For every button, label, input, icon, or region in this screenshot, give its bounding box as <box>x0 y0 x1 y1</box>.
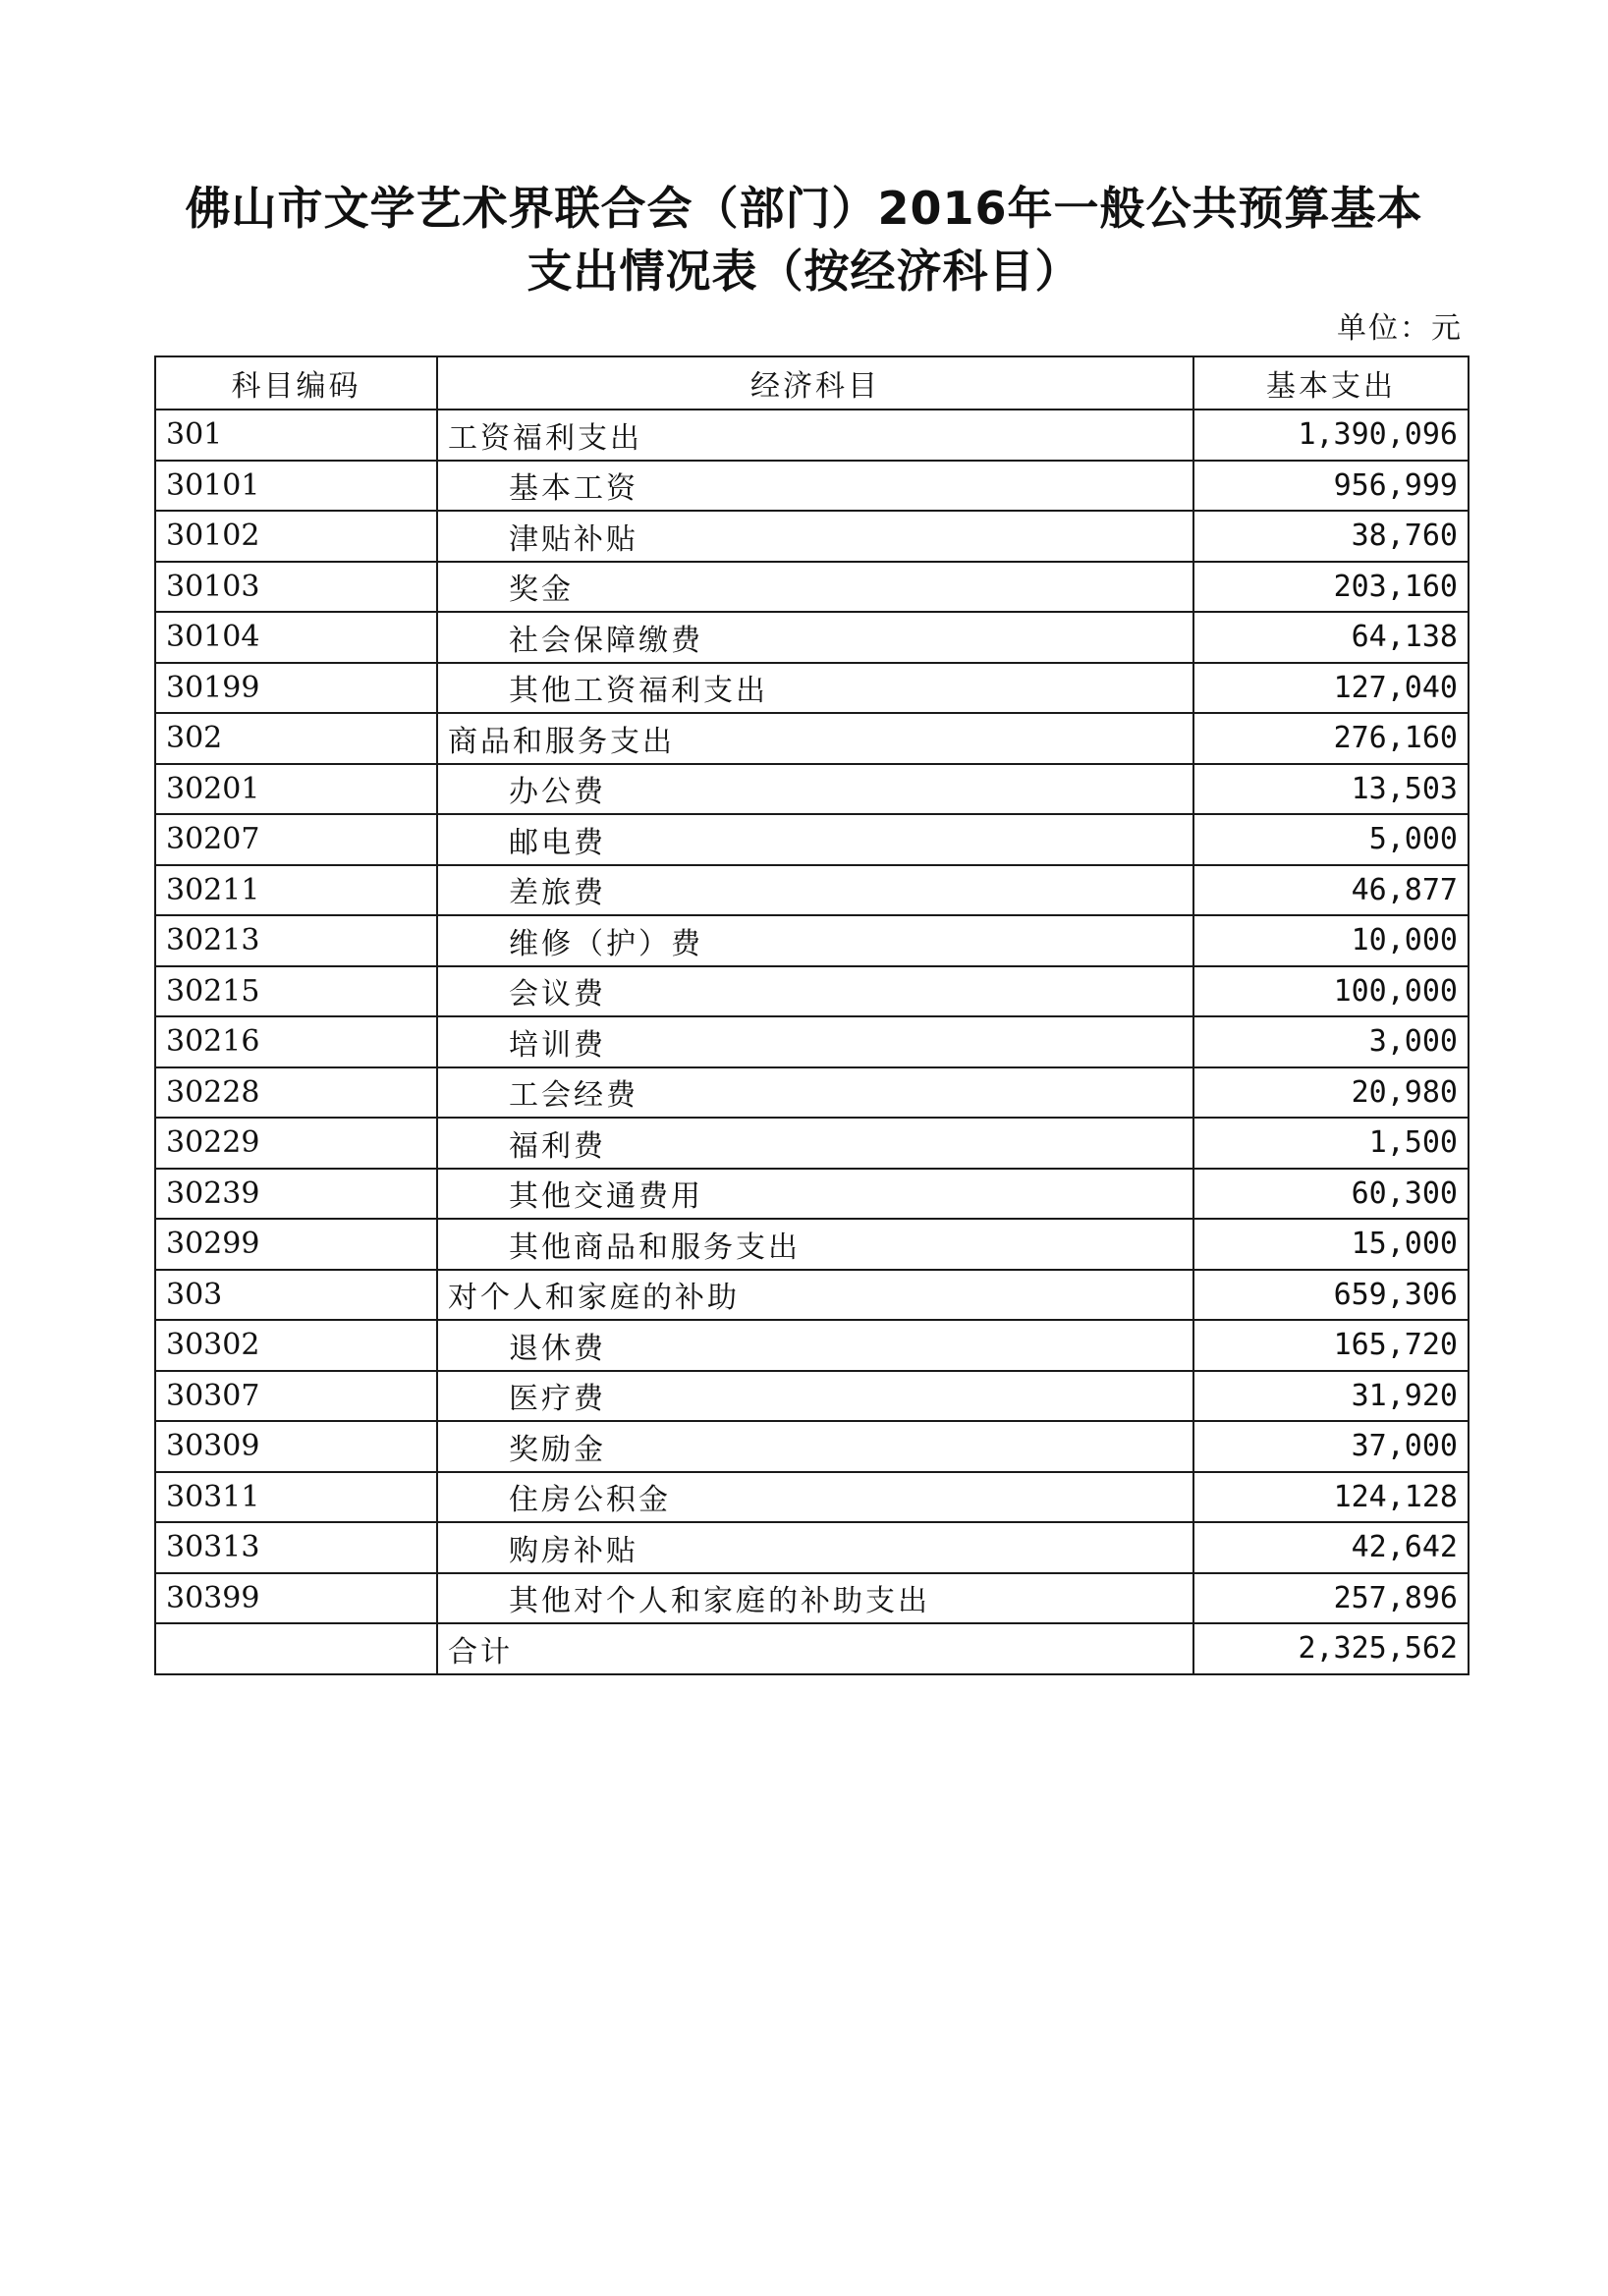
row-amount: 15,000 <box>1193 1219 1469 1270</box>
row-amount: 37,000 <box>1193 1421 1469 1472</box>
table-row <box>155 1371 1469 1422</box>
row-name: 津贴补贴 <box>437 511 1193 562</box>
row-amount: 10,000 <box>1193 915 1469 966</box>
table-row <box>155 1270 1469 1321</box>
table-row <box>155 1522 1469 1573</box>
row-code: 30216 <box>155 1016 437 1067</box>
page-title-line-1: 佛山市文学艺术界联合会（部门）2016年一般公共预算基本 <box>185 182 1423 235</box>
row-name: 差旅费 <box>437 865 1193 916</box>
table-header-row <box>155 356 1469 410</box>
row-amount: 659,306 <box>1193 1270 1469 1321</box>
table-body <box>155 410 1469 1623</box>
budget-table <box>154 355 1469 1675</box>
table-row <box>155 1421 1469 1472</box>
row-name: 福利费 <box>437 1118 1193 1169</box>
row-code: 30307 <box>155 1371 437 1422</box>
row-code: 302 <box>155 713 437 764</box>
row-code: 30211 <box>155 865 437 916</box>
row-code: 30228 <box>155 1067 437 1119</box>
row-amount: 64,138 <box>1193 612 1469 663</box>
table-row <box>155 410 1469 461</box>
row-code: 30313 <box>155 1522 437 1573</box>
table-row <box>155 915 1469 966</box>
row-amount: 3,000 <box>1193 1016 1469 1067</box>
row-amount: 31,920 <box>1193 1371 1469 1422</box>
row-amount: 127,040 <box>1193 663 1469 714</box>
row-code: 30399 <box>155 1573 437 1624</box>
row-amount: 124,128 <box>1193 1472 1469 1523</box>
page-title-line-2: 支出情况表（按经济科目） <box>527 245 1081 298</box>
row-amount: 5,000 <box>1193 814 1469 865</box>
row-code: 301 <box>155 410 437 461</box>
row-name: 其他工资福利支出 <box>437 663 1193 714</box>
table-row <box>155 511 1469 562</box>
table-row <box>155 814 1469 865</box>
row-code: 303 <box>155 1270 437 1321</box>
row-amount: 46,877 <box>1193 865 1469 916</box>
row-name: 退休费 <box>437 1320 1193 1371</box>
row-name: 维修（护）费 <box>437 915 1193 966</box>
row-name: 会议费 <box>437 966 1193 1017</box>
table-row <box>155 1016 1469 1067</box>
row-name: 社会保障缴费 <box>437 612 1193 663</box>
table-row <box>155 713 1469 764</box>
row-amount: 257,896 <box>1193 1573 1469 1624</box>
row-name: 医疗费 <box>437 1371 1193 1422</box>
row-amount: 1,500 <box>1193 1118 1469 1169</box>
row-code: 30103 <box>155 562 437 613</box>
row-name: 其他对个人和家庭的补助支出 <box>437 1573 1193 1624</box>
table-row <box>155 1118 1469 1169</box>
header-name: 经济科目 <box>437 356 1193 410</box>
row-code: 30239 <box>155 1169 437 1220</box>
table-row <box>155 966 1469 1017</box>
total-label: 合计 <box>437 1623 1193 1674</box>
row-name: 其他商品和服务支出 <box>437 1219 1193 1270</box>
row-code: 30102 <box>155 511 437 562</box>
row-name: 商品和服务支出 <box>437 713 1193 764</box>
header-code: 科目编码 <box>155 356 437 410</box>
row-name: 住房公积金 <box>437 1472 1193 1523</box>
row-code: 30311 <box>155 1472 437 1523</box>
table-row <box>155 1472 1469 1523</box>
row-name: 培训费 <box>437 1016 1193 1067</box>
total-code <box>155 1623 437 1674</box>
row-code: 30199 <box>155 663 437 714</box>
row-name: 其他交通费用 <box>437 1169 1193 1220</box>
row-code: 30229 <box>155 1118 437 1169</box>
header-amount: 基本支出 <box>1193 356 1469 410</box>
row-code: 30299 <box>155 1219 437 1270</box>
row-name: 邮电费 <box>437 814 1193 865</box>
row-amount: 956,999 <box>1193 461 1469 512</box>
row-amount: 165,720 <box>1193 1320 1469 1371</box>
row-name: 办公费 <box>437 764 1193 815</box>
table-row <box>155 461 1469 512</box>
row-name: 奖励金 <box>437 1421 1193 1472</box>
row-amount: 38,760 <box>1193 511 1469 562</box>
table-row <box>155 562 1469 613</box>
row-code: 30215 <box>155 966 437 1017</box>
row-amount: 276,160 <box>1193 713 1469 764</box>
table-row <box>155 764 1469 815</box>
row-name: 对个人和家庭的补助 <box>437 1270 1193 1321</box>
row-amount: 20,980 <box>1193 1067 1469 1119</box>
table-row <box>155 663 1469 714</box>
table-row <box>155 1219 1469 1270</box>
table-row <box>155 1320 1469 1371</box>
total-amount: 2,325,562 <box>1193 1623 1469 1674</box>
row-name: 工资福利支出 <box>437 410 1193 461</box>
table-row <box>155 865 1469 916</box>
row-amount: 1,390,096 <box>1193 410 1469 461</box>
row-code: 30309 <box>155 1421 437 1472</box>
row-code: 30104 <box>155 612 437 663</box>
row-amount: 60,300 <box>1193 1169 1469 1220</box>
row-amount: 203,160 <box>1193 562 1469 613</box>
row-name: 购房补贴 <box>437 1522 1193 1573</box>
row-name: 奖金 <box>437 562 1193 613</box>
table-row <box>155 1067 1469 1119</box>
row-code: 30207 <box>155 814 437 865</box>
table-row <box>155 612 1469 663</box>
total-row <box>155 1623 1469 1674</box>
table-row <box>155 1573 1469 1624</box>
row-name: 工会经费 <box>437 1067 1193 1119</box>
row-code: 30201 <box>155 764 437 815</box>
row-code: 30213 <box>155 915 437 966</box>
row-amount: 13,503 <box>1193 764 1469 815</box>
unit-label: 单位：元 <box>1337 311 1463 346</box>
row-amount: 100,000 <box>1193 966 1469 1017</box>
table-row <box>155 1169 1469 1220</box>
row-name: 基本工资 <box>437 461 1193 512</box>
row-code: 30101 <box>155 461 437 512</box>
row-code: 30302 <box>155 1320 437 1371</box>
row-amount: 42,642 <box>1193 1522 1469 1573</box>
